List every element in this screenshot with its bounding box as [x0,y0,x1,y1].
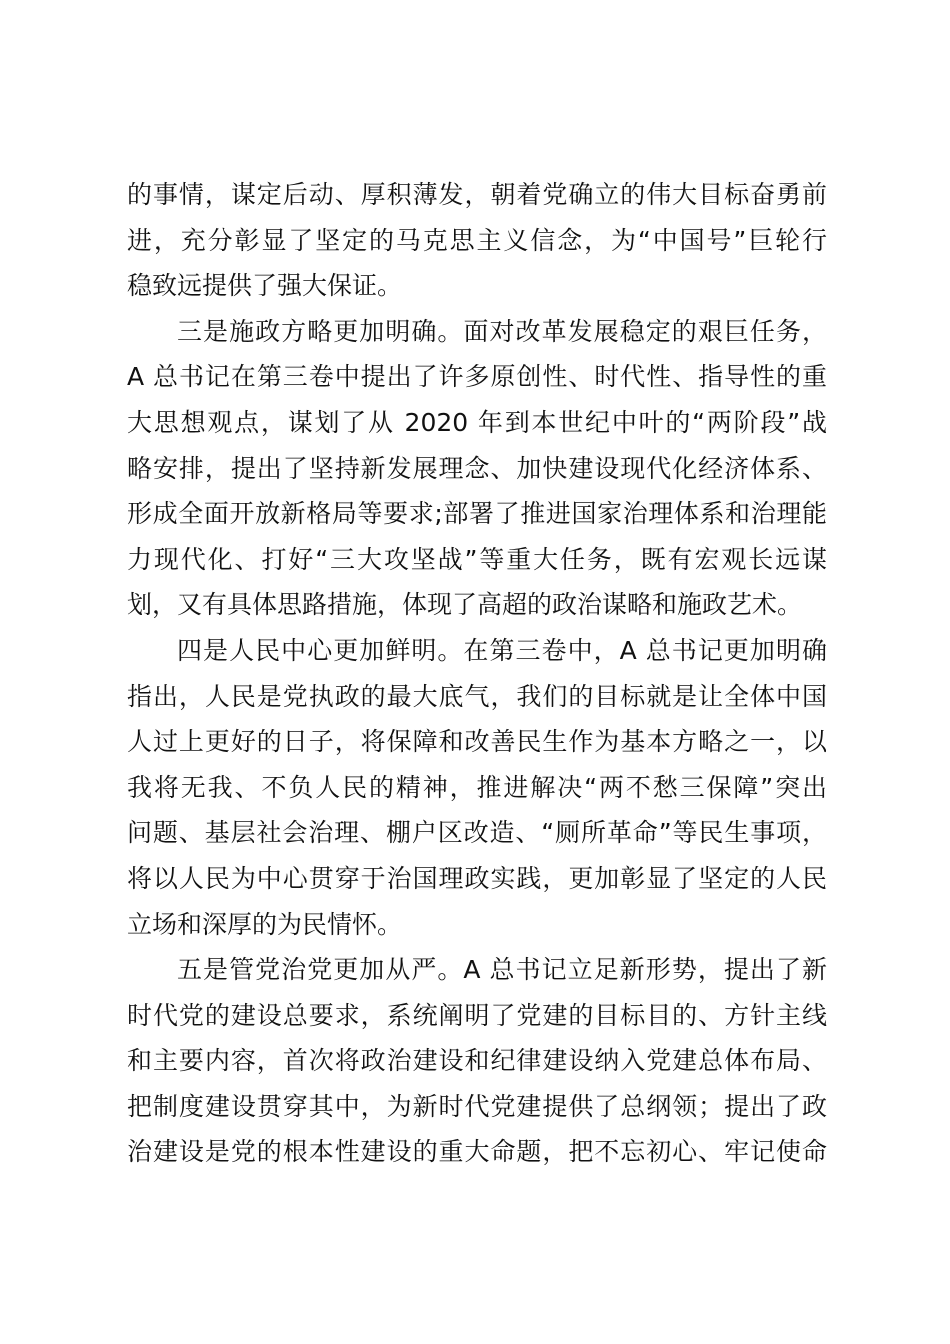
paragraph-line: 形成全面开放新格局等要求;部署了推进国家治理体系和治理能 [127,499,827,529]
paragraph-line: 大思想观点，谋划了从 2020 年到本世纪中叶的“两阶段”战 [127,407,827,437]
paragraph-line: 和主要内容，首次将政治建设和纪律建设纳入党建总体布局、 [127,1046,827,1076]
paragraph-line: 略安排，提出了坚持新发展理念、加快建设现代化经济体系、 [127,453,827,483]
paragraph-line: 三是施政方略更加明确。面对改革发展稳定的艰巨任务， [177,316,827,346]
paragraph [127,947,827,1175]
paragraph-line: 划，又有具体思路措施，体现了高超的政治谋略和施政艺术。 [127,590,803,620]
paragraph-line: 人过上更好的日子，将保障和改善民生作为基本方略之一，以 [127,727,827,757]
paragraph-line: 把制度建设贯穿其中，为新时代党建提供了总纲领；提出了政 [127,1091,827,1121]
paragraph-line: 问题、基层社会治理、棚户区改造、“厕所革命”等民生事项， [127,818,827,848]
paragraph-line: 指出，人民是党执政的最大底气，我们的目标就是让全体中国 [127,681,827,711]
paragraph-line: 进，充分彰显了坚定的马克思主义信念，为“中国号”巨轮行 [127,225,827,255]
paragraph [127,172,827,309]
paragraph-line: 立场和深厚的为民情怀。 [127,909,403,939]
paragraph [127,309,827,628]
paragraph-line: 治建设是党的根本性建设的重大命题，把不忘初心、牢记使命 [127,1137,827,1167]
paragraph-line: 的事情，谋定后动、厚积薄发，朝着党确立的伟大目标奋勇前 [127,180,827,209]
paragraph-line: 时代党的建设总要求，系统阐明了党建的目标目的、方针主线 [127,1000,827,1030]
paragraph-line: 我将无我、不负人民的精神，推进解决“两不愁三保障”突出 [127,772,827,802]
paragraph-line: 力现代化、打好“三大攻坚战”等重大任务，既有宏观长远谋 [127,544,827,574]
paragraph-line: 五是管党治党更加从严。A 总书记立足新形势，提出了新 [177,955,827,985]
document-body [127,172,827,1175]
paragraph-line: A 总书记在第三卷中提出了许多原创性、时代性、指导性的重 [127,362,827,392]
paragraph-line: 将以人民为中心贯穿于治国理政实践，更加彰显了坚定的人民 [127,863,827,893]
paragraph [127,628,827,947]
paragraph-line: 四是人民中心更加鲜明。在第三卷中，A 总书记更加明确 [177,635,827,665]
paragraph-line: 稳致远提供了强大保证。 [127,271,403,301]
